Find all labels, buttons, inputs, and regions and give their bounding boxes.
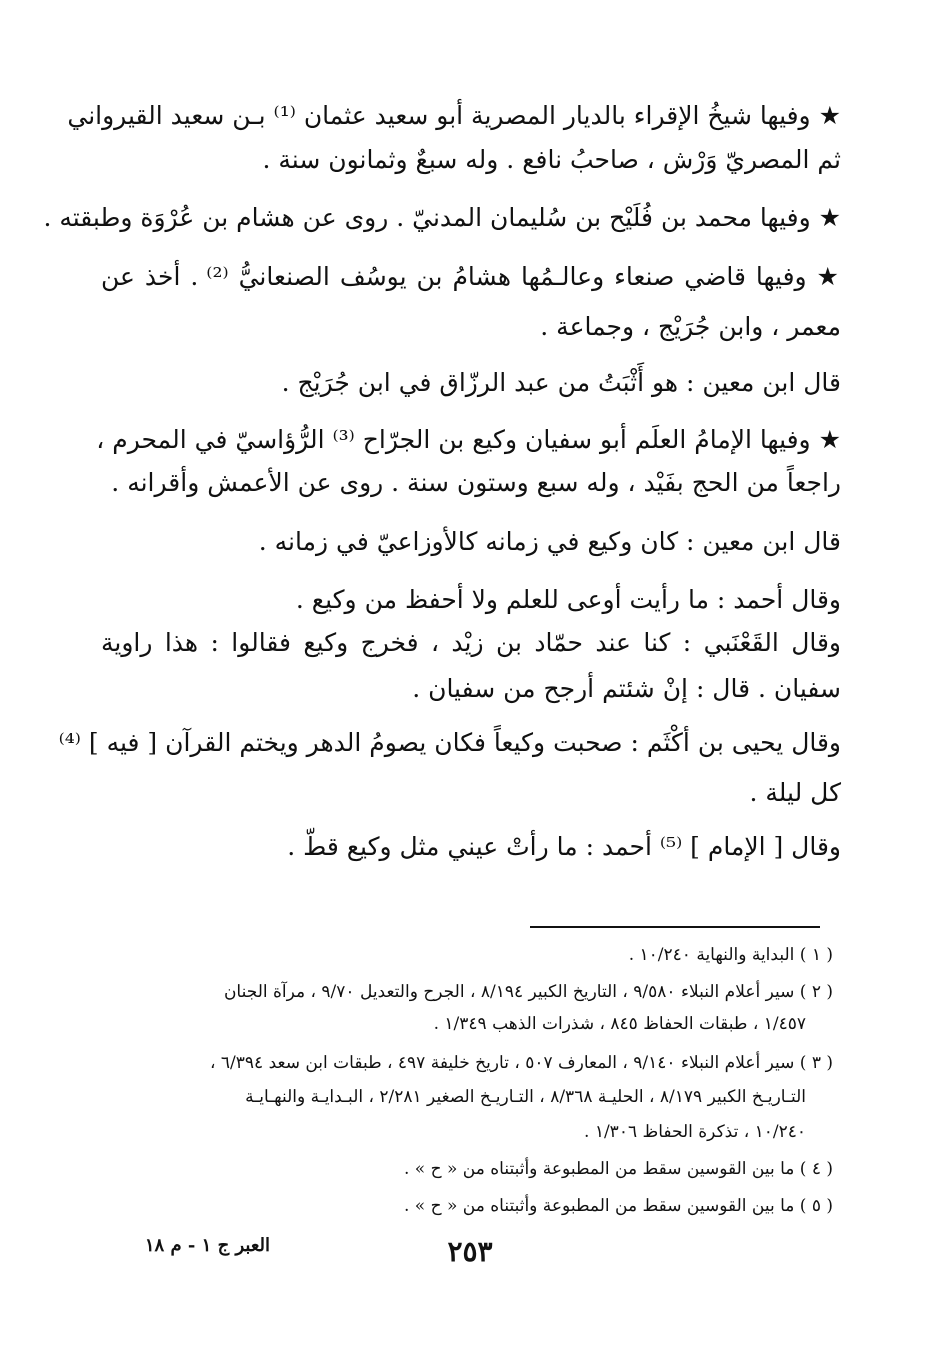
footnote: ١/٤٥٧ ، طبقات الحفاظ ٨٤٥ ، شذرات الذهب ١/٣٤٩ .	[433, 1014, 806, 1034]
text-line: وقال أحمد : ما رأيت أوعى للعلم ولا أحفظ من وكيع .	[295, 585, 841, 614]
footnote: ( ٥ ) ما بين القوسين سقط من المطبوعة وأثبتناه من « ح » .	[404, 1196, 833, 1216]
text-line: وقال [ الإمام ] ⁽⁵⁾ أحمد : ما رأتْ عيني مثل وكيع قطّ .	[287, 832, 841, 861]
footnote-separator	[530, 926, 820, 928]
text-line: ثم المصريّ وَرْش ، صاحبُ نافع . وله سبعٌ وثمانون سنة .	[262, 145, 841, 174]
text-line: وقال يحيى بن أكْثَم : صحبت وكيعاً فكان يصومُ الدهر ويختم القرآن [ فيه ] ⁽⁴⁾	[58, 728, 841, 757]
text-line: وقال القَعْنَبي : كنا عند حمّاد بن زيْد ، فخرج وكيع فقالوا : هذا راوية	[101, 628, 841, 657]
signature-mark: العبر ج ١ - م ١٨	[144, 1235, 270, 1256]
text-line: قال ابن معين : هو أَثْبَتُ من عبد الرزّاق في ابن جُرَيْج .	[281, 368, 841, 397]
text-line: ★ وفيها شيخُ الإقراء بالديار المصرية أبو سعيد عثمان ⁽¹⁾ بـن سعيد القيرواني	[67, 101, 841, 130]
text-line: ★ وفيها محمد بن فُلَيْح بن سُليمان المدنيّ . روى عن هشام بن عُرْوَة وطبقته .	[43, 203, 841, 232]
page-number: ٢٥٣	[447, 1235, 493, 1268]
text-line: سفيان . قال : إنْ شئتم أرجح من سفيان .	[412, 674, 841, 703]
text-line: قال ابن معين : كان وكيع في زمانه كالأوزاعيّ في زمانه .	[258, 527, 841, 556]
footnote: ١٠/٢٤٠ ، تذكرة الحفاظ ١/٣٠٦ .	[584, 1122, 806, 1142]
footnote: ( ٣ ) سير أعلام النبلاء ٩/١٤٠ ، المعارف ٥٠٧ ، تاريخ خليفة ٤٩٧ ، طبقات ابن سعد ٦/٣٩٤ ،	[210, 1053, 833, 1073]
text-line: راجعاً من الحج بفَيْد ، وله سبع وستون سنة . روى عن الأعمش وأقرانه .	[111, 468, 841, 497]
footnote: التـاريـخ الكبير ٨/١٧٩ ، الحليـة ٨/٣٦٨ ، التـاريـخ الصغير ٢/٢٨١ ، البـدايـة والنهـايـة	[245, 1087, 806, 1107]
text-line: ★ وفيها الإمامُ العلَم أبو سفيان وكيع بن الجرّاح ⁽³⁾ الرُّؤاسيّ في المحرم ،	[96, 425, 841, 454]
text-line: ★ وفيها قاضي صنعاء وعالـمُها هشامُ بن يوسُف الصنعانيُّ ⁽²⁾ . أخذ عن	[101, 262, 841, 291]
text-line: معمر ، وابن جُرَيْج ، وجماعة .	[540, 312, 841, 341]
footnote: ( ١ ) البداية والنهاية ١٠/٢٤٠ .	[628, 945, 833, 965]
footnote: ( ٤ ) ما بين القوسين سقط من المطبوعة وأثبتناه من « ح » .	[404, 1159, 833, 1179]
text-line: كل ليلة .	[749, 778, 841, 807]
footnote: ( ٢ ) سير أعلام النبلاء ٩/٥٨٠ ، التاريخ الكبير ٨/١٩٤ ، الجرح والتعديل ٩/٧٠ ، مرآة الجنان	[223, 982, 833, 1002]
